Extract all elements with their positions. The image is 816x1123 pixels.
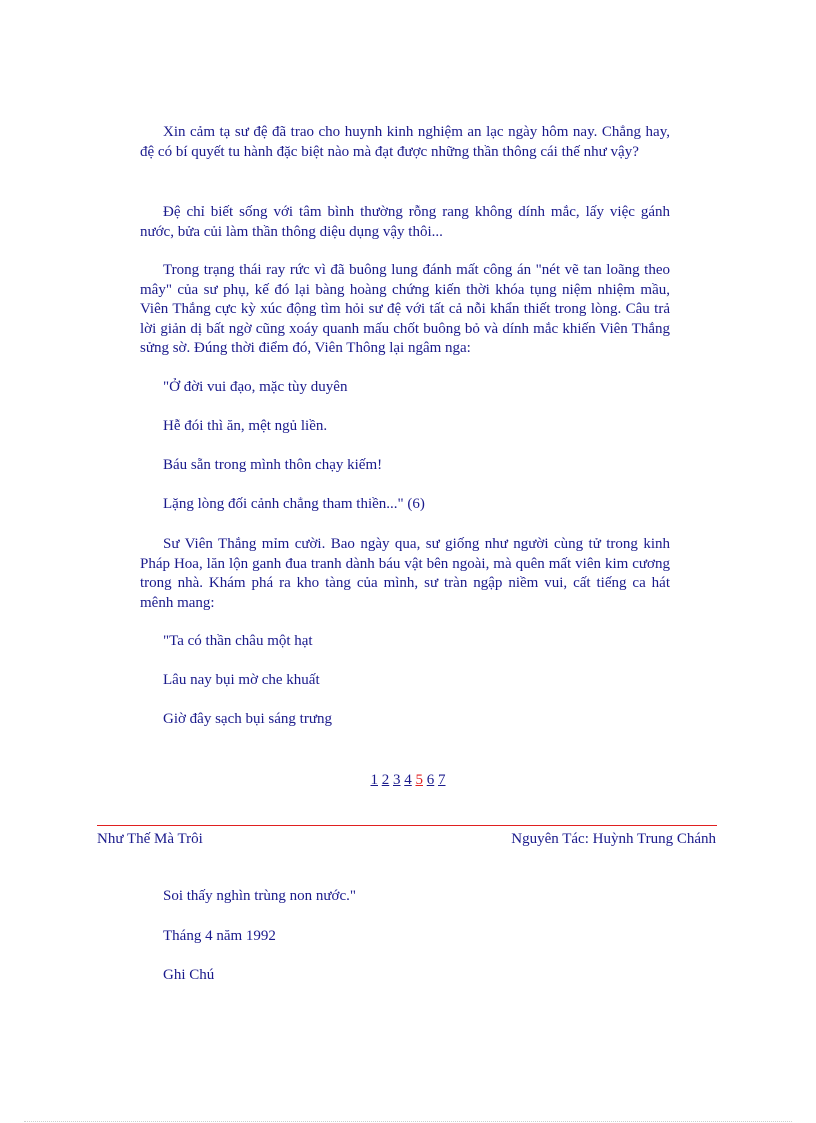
page-link-2[interactable]: 2 — [381, 772, 390, 788]
footer-author: Nguyên Tác: Huỳnh Trung Chánh — [511, 831, 716, 847]
poem-line: Báu sẵn trong mình thôn chạy kiếm! — [163, 457, 383, 473]
notes-heading: Ghi Chú — [163, 967, 215, 983]
footer-title: Như Thế Mà Trôi — [97, 831, 203, 847]
page-link-4[interactable]: 4 — [404, 772, 412, 788]
paragraph-3: Trong trạng thái ray rức vì đã buông lung đánh mất công án "nét vẽ tan loãng theo mây" của sư phụ, kế đó lại bàng hoàng chứng kiến thời khóa tụng niệm nhiệm mầu, Viên Thắng cực kỳ xúc động tìm hỏi sư đệ với tất cả nỗi khẩn thiết trong lòng. Câu trả lời giản dị bất ngờ cũng xoáy quanh mấu chốt buông bỏ và dính mắc khiến Viên Thắng sửng sờ. Đúng thời điểm đó, Viên Thông lại ngâm nga: — [140, 262, 670, 356]
poem-line: Giờ đây sạch bụi sáng trưng — [163, 711, 332, 727]
date-line: Tháng 4 năm 1992 — [163, 928, 276, 944]
page-link-7[interactable]: 7 — [438, 772, 446, 788]
poem-line: Lâu nay bụi mờ che khuất — [163, 672, 320, 688]
poem-line: Lặng lòng đối cảnh chẳng tham thiền..." (6) — [163, 496, 425, 512]
poem-line: "Ta có thần châu một hạt — [163, 633, 313, 649]
page-link-6[interactable]: 6 — [426, 772, 435, 788]
paragraph-2: Đệ chỉ biết sống với tâm bình thường rỗng rang không dính mắc, lấy việc gánh nước, bửa củi làm thần thông diệu dụng vậy thôi... — [140, 204, 670, 240]
page-link-3[interactable]: 3 — [393, 772, 401, 788]
paragraph-1: Xin cảm tạ sư đệ đã trao cho huynh kinh nghiệm an lạc ngày hôm nay. Chẳng hay, đệ có bí quyết tu hành đặc biệt nào mà đạt được những thần thông cái thế như vậy? — [140, 124, 670, 160]
footer-divider — [97, 825, 717, 826]
poem-line: Hễ đói thì ăn, mệt ngủ liền. — [163, 418, 328, 434]
pagination — [0, 771, 816, 790]
poem-line: Soi thấy nghìn trùng non nước." — [163, 888, 357, 904]
page-link-5-current[interactable]: 5 — [415, 772, 423, 788]
paragraph-4: Sư Viên Thắng mỉm cười. Bao ngày qua, sư giống như người cùng tử trong kinh Pháp Hoa, lăn lộn ganh đua tranh dành báu vật bên ngoài, mà quên mất viên kim cương trong nhà. Khám phá ra kho tàng của mình, sư tràn ngập niềm vui, cất tiếng ca hát mênh mang: — [140, 536, 670, 611]
page-bottom-border — [24, 1121, 792, 1122]
page-link-1[interactable]: 1 — [370, 772, 378, 788]
poem-line: "Ở đời vui đạo, mặc tùy duyên — [163, 379, 348, 395]
